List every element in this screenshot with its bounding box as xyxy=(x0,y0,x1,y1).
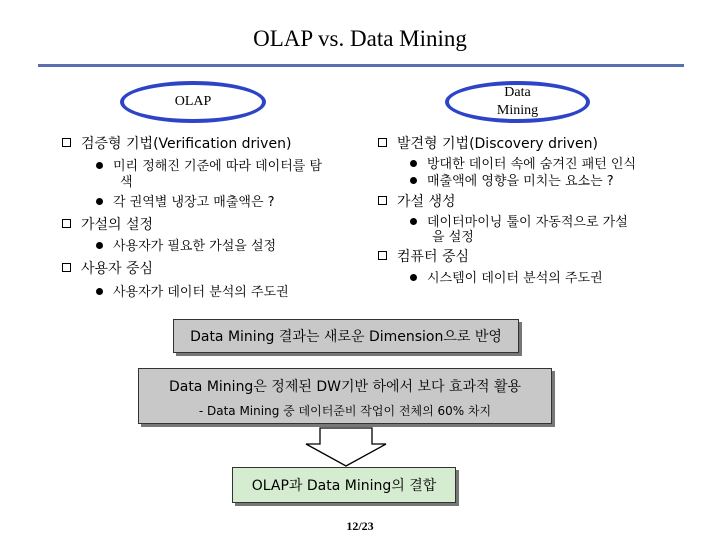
dm-bullet-2-text: 매출액에 영향을 미치는 요소는 ? xyxy=(427,174,614,189)
olap-bullet-2-text: 각 권역별 냉장고 매출액은 ? xyxy=(113,195,275,210)
dm-bullet-1 xyxy=(410,157,636,172)
square-bullet-icon xyxy=(62,219,71,228)
olap-bullet-3 xyxy=(96,239,276,254)
dm-bullet-4-text: 시스템이 데이터 분석의 주도권 xyxy=(427,271,603,286)
dm-bullet-4 xyxy=(410,271,603,286)
square-bullet-icon xyxy=(378,138,387,147)
page-number: 12/23 xyxy=(346,519,374,533)
dw-box-line-1: Data Mining은 정제된 DW기반 하에서 보다 효과적 활용 xyxy=(168,379,522,395)
olap-heading-1-text: 검증형 기법(Verification driven) xyxy=(81,136,292,152)
dot-bullet-icon xyxy=(96,242,103,249)
olap-oval-label: OLAP xyxy=(174,94,212,109)
dot-bullet-icon xyxy=(96,198,103,205)
square-bullet-icon xyxy=(378,251,387,260)
dm-bullet-3-cont: 을 설정 xyxy=(432,230,474,245)
dm-heading-3 xyxy=(378,250,469,265)
dm-heading-1 xyxy=(378,137,598,152)
dot-bullet-icon xyxy=(410,218,417,225)
olap-bullet-4 xyxy=(96,285,289,300)
dm-heading-3-text: 컴퓨터 중심 xyxy=(397,249,470,265)
slide-title: OLAP vs. Data Mining xyxy=(253,26,467,51)
combination-box xyxy=(232,467,456,503)
dw-box-line-2: - Data Mining 중 데이터준비 작업이 전체의 60% 차지 xyxy=(198,404,492,418)
olap-heading-1 xyxy=(62,137,291,152)
dimension-box xyxy=(173,319,519,353)
down-arrow-icon xyxy=(305,427,387,467)
dot-bullet-icon xyxy=(410,177,417,184)
square-bullet-icon xyxy=(62,263,71,272)
dot-bullet-icon xyxy=(410,274,417,281)
square-bullet-icon xyxy=(378,196,387,205)
olap-heading-2-text: 가설의 설정 xyxy=(81,217,154,233)
dot-bullet-icon xyxy=(96,162,103,169)
olap-bullet-1-text: 미리 정해진 기준에 따라 데이터를 탐 xyxy=(113,159,323,174)
square-bullet-icon xyxy=(62,138,71,147)
olap-oval xyxy=(120,81,266,123)
dot-bullet-icon xyxy=(410,160,417,167)
title-underline xyxy=(38,64,684,67)
dimension-box-text: Data Mining 결과는 새로운 Dimension으로 반영 xyxy=(190,329,502,345)
dot-bullet-icon xyxy=(96,288,103,295)
olap-bullet-1 xyxy=(96,159,322,174)
dw-box xyxy=(138,368,552,424)
combination-box-text: OLAP과 Data Mining의 결합 xyxy=(251,478,437,494)
olap-bullet-4-text: 사용자가 데이터 분석의 주도권 xyxy=(113,285,289,300)
data-mining-oval-label: Data Mining xyxy=(496,85,539,118)
olap-heading-3-text: 사용자 중심 xyxy=(81,261,154,277)
olap-heading-2 xyxy=(62,218,153,233)
olap-bullet-2 xyxy=(96,195,275,210)
dm-bullet-3-text: 데이터마이닝 툴이 자동적으로 가설 xyxy=(427,215,628,230)
dm-bullet-3 xyxy=(410,215,628,230)
dm-bullet-2 xyxy=(410,174,614,189)
olap-bullet-3-text: 사용자가 필요한 가설을 설정 xyxy=(113,239,277,254)
dm-bullet-1-text: 방대한 데이터 속에 숨겨진 패턴 인식 xyxy=(427,157,637,172)
dm-heading-2-text: 가설 생성 xyxy=(397,194,456,210)
olap-bullet-1-cont: 색 xyxy=(120,175,133,190)
olap-heading-3 xyxy=(62,262,153,277)
dm-heading-2 xyxy=(378,195,456,210)
data-mining-oval xyxy=(445,81,590,123)
dm-heading-1-text: 발견형 기법(Discovery driven) xyxy=(397,136,598,152)
